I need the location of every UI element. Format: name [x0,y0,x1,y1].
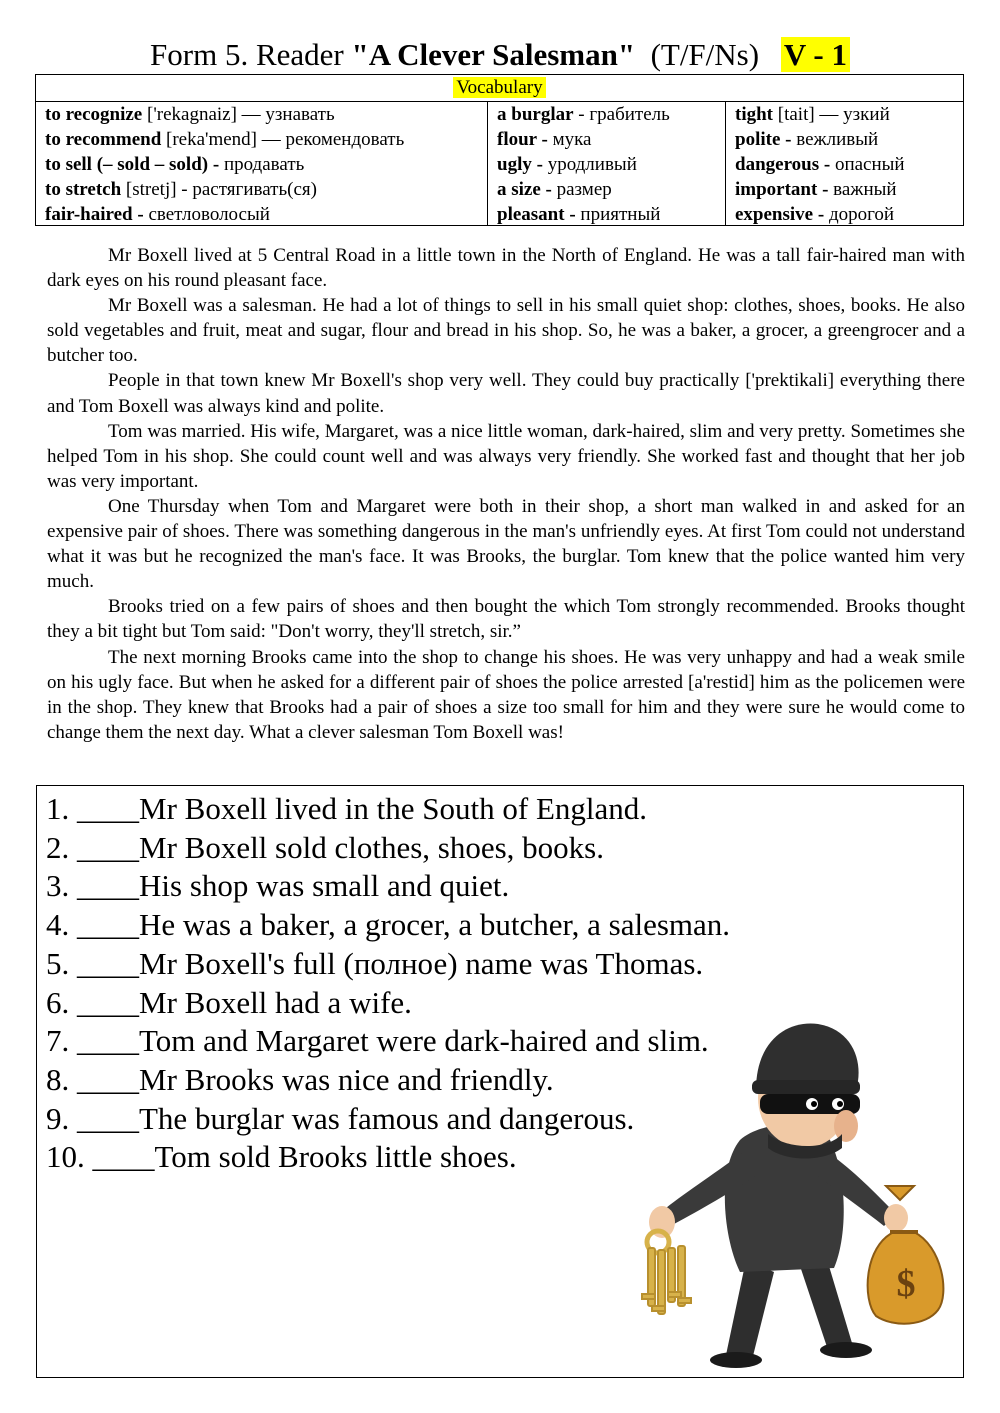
vocab-entry: to sell (– sold – sold) - продавать [45,154,305,175]
vocab-entry: important - важный [735,179,897,200]
vocab-entry: pleasant - приятный [497,204,661,225]
story-paragraph: Brooks tried on a few pairs of shoes and then bought the which Tom strongly recommended. Brooks thought they a bit tight but Tom said: "Don't worry, they'll stretch, sir.” [47,596,965,643]
story-paragraph: Mr Boxell lived at 5 Central Road in a little town in the North of England. He was a tall fair-haired man with dark eyes on his round pleasant face. [47,245,965,292]
story-paragraph: People in that town knew Mr Boxell's shop very well. They could buy practically ['prektikali] everything there and Tom Boxell was always kind and polite. [47,370,965,417]
story-paragraph: One Thursday when Tom and Margaret were both in their shop, a short man walked in and asked for an expensive pair of shoes. There was something dangerous in the man's unfriendly eyes. At first Tom could not understand what it was but he recognized the man's face. It was Brooks, the burglar. Tom knew that the police wanted him very much. [47,495,965,593]
vocab-entry: dangerous - опасный [735,154,905,175]
vocab-entry: to recognize ['rekagnaiz] — узнавать [45,104,335,125]
burglar-hand-right [884,1204,908,1232]
burglar-leg-left [726,1260,774,1360]
vocab-entry: polite - вежливый [735,129,879,150]
burglar-shoe [710,1352,762,1368]
question-item[interactable]: 6. ____Mr Boxell had a wife. [46,984,412,1020]
question-item[interactable]: 4. ____He was a baker, a grocer, a butcher, a salesman. [46,907,731,943]
story-paragraph: Tom was married. His wife, Margaret, was a nice little woman, dark-haired, slim and very pretty. Sometimes she helped Tom in his shop. She could count well and was always very friendly. She worked fast and thought that her job was very important. [47,420,965,492]
vocab-entry: a burglar - грабитель [497,104,670,125]
title-prefix: Form 5. Reader [150,37,352,72]
story-paragraph: The next morning Brooks came into the shop to change his shoes. He was very unhappy and had a weak smile on his ugly face. But when he asked for a different pair of shoes the police arrested [a'restid] him as the policemen were in the shop. They knew that Brooks had a pair of shoes a size too small for him and they were sure he would come to change them the next day. What a clever salesman Tom Boxell was! [47,646,965,743]
question-item[interactable]: 5. ____Mr Boxell's full (полное) name was Thomas. [46,945,704,981]
vocabulary-table [35,74,964,226]
task-mode: (T/F/Ns) [650,37,760,72]
story-title: "A Clever Salesman" [351,37,636,72]
question-item[interactable]: 10. ____Tom sold Brooks little shoes. [46,1139,517,1175]
question-item[interactable]: 2. ____Mr Boxell sold clothes, shoes, books. [46,829,604,865]
vocab-entry: fair-haired - светловолосый [45,204,270,225]
vocab-entry: to stretch [stretj] - растягивать(ся) [45,179,317,200]
story-paragraph: Mr Boxell was a salesman. He had a lot of things to sell in his small quiet shop: clothes, shoes, books. He also sold vegetables and fruit, meat and sugar, flour and bread in his shop. So, he was a baker, a grocer, a greengrocer and a butcher too. [47,295,965,367]
vocabulary-column-3 [726,102,963,226]
question-item[interactable]: 9. ____The burglar was famous and dangerous. [46,1100,635,1136]
question-item[interactable]: 3. ____His shop was small and quiet. [46,868,510,904]
page-title [0,34,1000,76]
question-item[interactable]: 7. ____Tom and Margaret were dark-haired and slim. [46,1023,709,1059]
question-item[interactable]: 1. ____Mr Boxell lived in the South of England. [46,791,648,826]
vocab-entry: ugly - уродливый [497,154,637,175]
burglar-shoe [820,1342,872,1358]
vocab-entry: flour - мука [497,129,592,150]
story-text [47,243,965,745]
vocabulary-column-1 [36,102,488,226]
bag-dollar-sign: $ [896,1263,916,1305]
question-item[interactable]: 8. ____Mr Brooks was nice and friendly. [46,1061,554,1097]
keys-icon [642,1231,691,1314]
variant-badge: V - 1 [781,37,850,72]
vocabulary-heading: Vocabulary [36,75,963,102]
vocabulary-column-2 [488,102,726,226]
vocab-entry: expensive - дорогой [735,204,895,225]
vocab-entry: a size - размер [497,179,612,200]
burglar-leg-right [798,1256,852,1350]
vocab-entry: to recommend [reka'mend] — рекомендовать [45,129,405,150]
vocab-entry: tight [tait] — узкий [735,104,890,125]
